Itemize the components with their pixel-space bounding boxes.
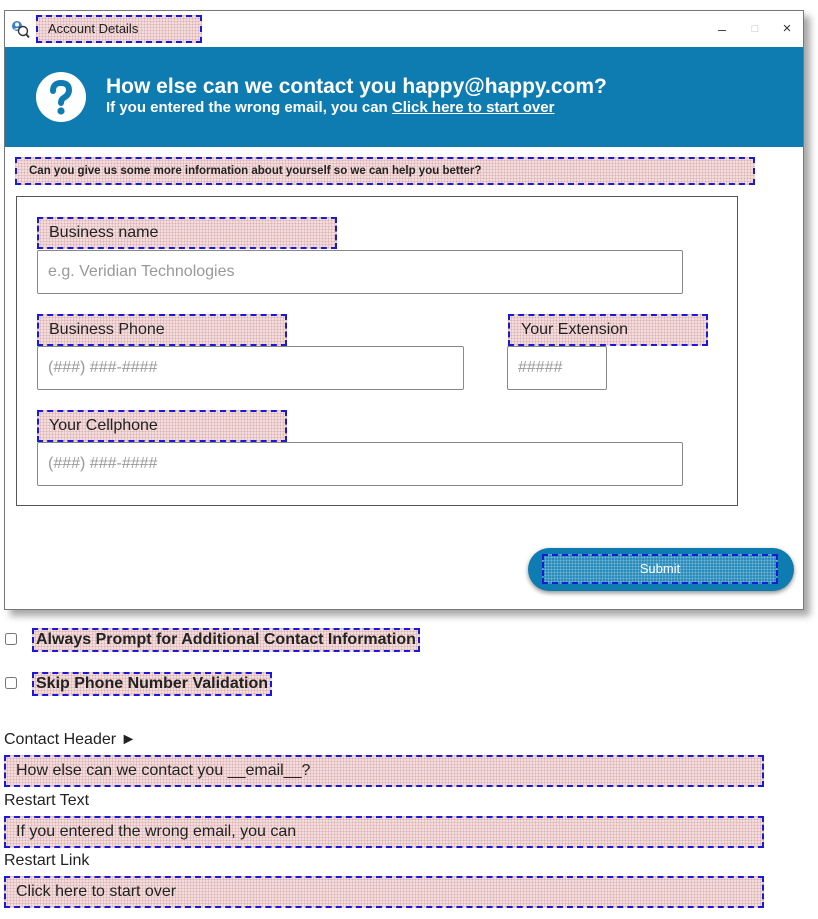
maximize-button[interactable]: □ (751, 23, 759, 35)
submit-button[interactable] (528, 548, 794, 591)
cellphone-label: Your Cellphone (37, 410, 287, 442)
restart-link-field[interactable]: Click here to start over (4, 876, 764, 908)
extension-input[interactable] (507, 346, 607, 390)
question-mark-icon (35, 71, 87, 123)
people-search-icon (10, 19, 30, 39)
info-text: Can you give us some more information about yourself so we can help you better? (15, 157, 755, 185)
contact-form (16, 196, 738, 506)
account-details-window (4, 10, 804, 610)
restart-link-setting-label: Restart Link (4, 852, 90, 869)
business-phone-input[interactable] (37, 346, 464, 390)
contact-banner (5, 47, 803, 147)
close-button[interactable]: × (782, 20, 792, 37)
extension-label: Your Extension (508, 314, 708, 346)
always-prompt-label: Always Prompt for Additional Contact Information (32, 628, 420, 652)
window-title: Account Details (36, 15, 202, 43)
restart-text-field[interactable]: If you entered the wrong email, you can (4, 816, 764, 848)
business-name-label: Business name (37, 217, 337, 249)
business-name-input[interactable] (37, 250, 683, 294)
business-phone-label: Business Phone (37, 314, 287, 346)
skip-validation-checkbox[interactable] (5, 677, 17, 689)
minimize-button[interactable]: – (718, 21, 726, 37)
contact-header: How else can we contact you happy@happy.com? (106, 75, 607, 98)
contact-header-setting-label[interactable]: Contact Header ► (4, 731, 137, 748)
submit-label: Submit (542, 554, 778, 584)
restart-text: If you entered the wrong email, you can (106, 99, 392, 116)
restart-link[interactable]: Click here to start over (391, 99, 555, 116)
restart-text-setting-label: Restart Text (4, 792, 90, 809)
skip-validation-label: Skip Phone Number Validation (32, 672, 272, 696)
restart-line (106, 99, 554, 116)
contact-header-field[interactable]: How else can we contact you __email__? (4, 755, 764, 787)
cellphone-input[interactable] (37, 442, 683, 486)
title-bar (5, 11, 803, 47)
always-prompt-checkbox[interactable] (5, 633, 17, 645)
